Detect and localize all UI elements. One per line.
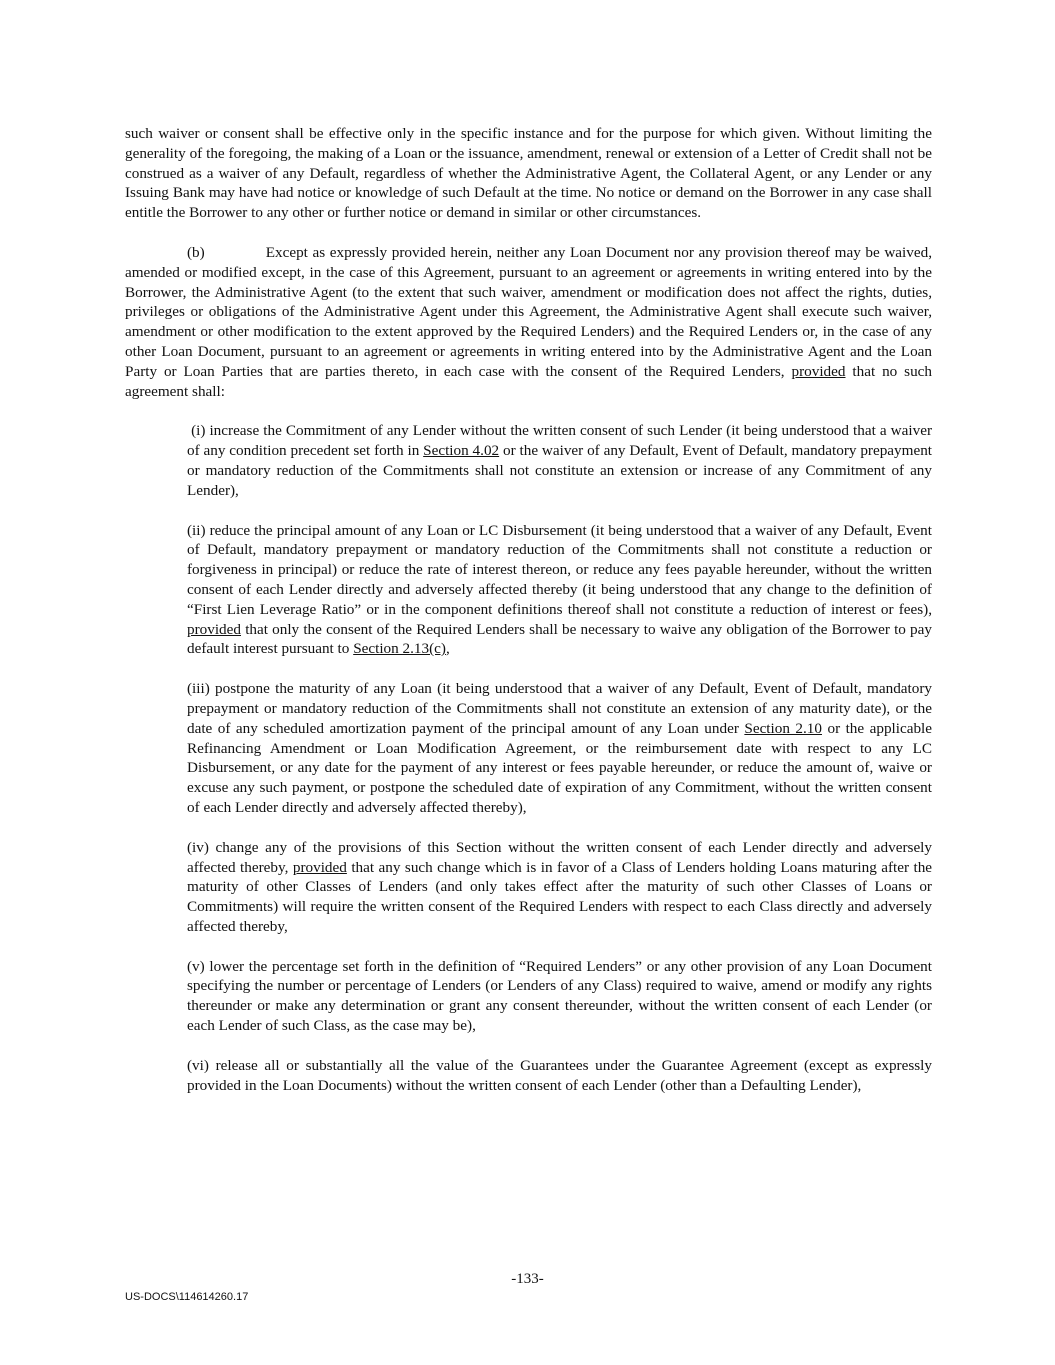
paragraph-a-continuation: such waiver or consent shall be effective only in the specific instance and for the purpose for which given. Without limiting the generality of the foregoing, the making of a Loan or the issuance, amendment, renewal or extension of a Letter of Credit shall not be construed as a waiver of any Default, regardless of whether the Administrative Agent, the Collateral Agent, or any Lender or any Issuing Bank may have had notice or knowledge of such Default at the time. No notice or demand on the Borrower in any case shall entitle the Borrower to any other or further notice or demand in similar or other circumstances. xyxy=(125,125,932,222)
clause-v: (v) lower the percentage set forth in the definition of “Required Lenders” or any other provision of any Loan Document specifying the number or percentage of Lenders (or Lenders of any Class) required to waive, amend or modify any rights thereunder or make any determination or grant any consent thereunder, without the written consent of each Lender (or each Lender of such Class, as the case may be), xyxy=(187,957,932,1035)
page-number: -133- xyxy=(511,1271,544,1287)
clause-iii: (iii) postpone the maturity of any Loan (it being understood that a waiver of any Default, Event of Default, mandatory prepayment or mandatory reduction of the Commitments shall not constitute an extension of any maturity date), or the date of any scheduled amortization payment of the principal amount of any Loan under Section 2.10 or the applicable Refinancing Amendment or Loan Modification Agreement, or the reimbursement date with respect to any LC Disbursement, or any date for the payment of any interest or fees payable hereunder, or reduce the amount of, waive or excuse any such payment, or postpone the scheduled date of expiration of any Commitment, without the written consent of each Lender directly and adversely affected thereby), xyxy=(187,680,933,816)
section-ref-2-13c: Section 2.13(c) xyxy=(353,640,446,658)
clause-vi: (vi) release all or substantially all the value of the Guarantees under the Guarantee Agreement (except as expressly provided in the Loan Documents) without the written consent of each Lender (other than a Defaulting Lender), xyxy=(187,1056,932,1094)
document-body xyxy=(125,124,932,1115)
paragraph-b-label: (b) xyxy=(187,243,205,261)
clause-i: (i) increase the Commitment of any Lender without the written consent of such Lender (it being understood that a waiver of any condition precedent set forth in Section 4.02 or the waiver of any Default, Event of Default, mandatory prepayment or mandatory reduction of the Commitments shall not constitute an extension or increase of any Commitment of any Lender), xyxy=(187,422,933,499)
document-id: US-DOCS\114614260.17 xyxy=(125,1291,249,1303)
clause-iv: (iv) change any of the provisions of this Section without the written consent of each Lender directly and adversely affected thereby, provided that any such change which is in favor of a Class of Lenders holding Loans maturing after the maturity of other Classes of Lenders (and only takes effect after the maturity of such other Classes of Loans or Commitments) will require the written consent of the Required Lenders with respect to each Class directly and adversely affected thereby, xyxy=(187,838,933,935)
section-ref-4-02: Section 4.02 xyxy=(423,442,500,460)
paragraph-b: (b) Except as expressly provided herein, neither any Loan Document nor any provision thereof may be waived, amended or modified except, in the case of this Agreement, pursuant to an agreement or agreements in writing entered into by the Borrower, the Administrative Agent (to the extent that such waiver, amendment or modification does not affect the rights, duties, privileges or obligations of the Administrative Agent under this Agreement, the Administrative Agent shall execute such waiver, amendment or other modification to the extent approved by the Required Lenders) and the Required Lenders or, in the case of any other Loan Document, pursuant to an agreement or agreements in writing entered into by the Administrative Agent and the Loan Party or Loan Parties that are parties thereto, in each case with the consent of the Required Lenders, provided that no such agreement shall: xyxy=(125,243,933,400)
clause-ii: (ii) reduce the principal amount of any Loan or LC Disbursement (it being understood that a waiver of any Default, Event of Default, mandatory prepayment or mandatory reduction of the Commitments shall not constitute a reduction or forgiveness in principal) or reduce the rate of interest thereon, or reduce any fees payable hereunder, without the written consent of each Lender directly and adversely affected thereby (it being understood that any change to the definition of “First Lien Leverage Ratio” or in the component definitions thereof shall not constitute a reduction of interest or fees), provided that only the consent of the Required Lenders shall be necessary to waive any obligation of the Borrower to pay default interest pursuant to Section 2.13(c), xyxy=(187,521,932,658)
provided-term: provided xyxy=(791,362,846,380)
provided-term: provided xyxy=(187,620,241,638)
section-ref-2-10: Section 2.10 xyxy=(744,719,822,737)
paragraph-b-text: Except as expressly provided herein, neither any Loan Document nor any provision thereof may be waived, amended or modified except, in the case of this Agreement, pursuant to an agreement or agreements in writing entered into by the Borrower, the Administrative Agent (to the extent that such waiver, amendment or modification does not affect the rights, duties, privileges or obligations of the Administrative Agent under this Agreement, the Administrative Agent shall execute such waiver, amendment or other modification to the extent approved by the Required Lenders) and the Required Lenders or, in the case of any other Loan Document, pursuant to an agreement or agreements in writing entered into by the Administrative Agent and the Loan Party or Loan Parties that are parties thereto, in each case with the consent of the Required Lenders, xyxy=(125,243,932,380)
provided-term: provided xyxy=(292,858,347,876)
